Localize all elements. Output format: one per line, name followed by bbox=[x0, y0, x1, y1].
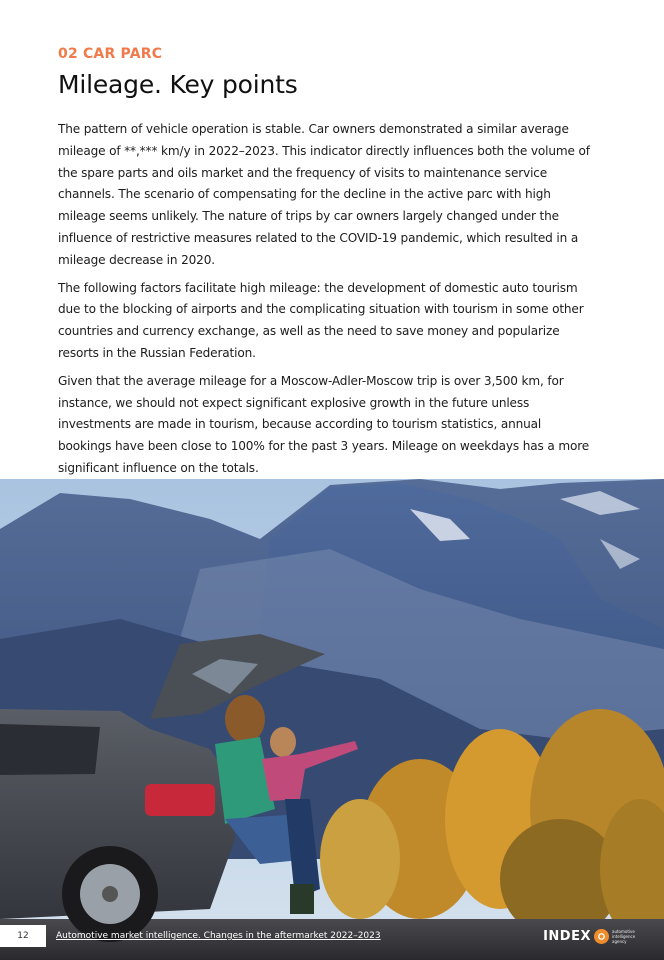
section-label: 02 CAR PARC bbox=[58, 46, 163, 62]
paragraph-3: Given that the average mileage for a Moscow-Adler-Moscow trip is over 3,500 km, for instance, we should not expect significant explosive growth in the future unless investments are made in tourism, because according to tourism statistics, annual bookings have been close to 100% for the past 3 years. Mileage on weekdays has a more significant influence on the totals. bbox=[58, 373, 590, 475]
logo-subtext: automotive intelligence agency bbox=[612, 928, 636, 944]
logo-mark-icon bbox=[594, 929, 609, 944]
text-block bbox=[58, 46, 598, 486]
footer bbox=[0, 925, 664, 947]
car-trip-mountains-photo bbox=[0, 479, 664, 960]
paragraph-2: The following factors facilitate high mileage: the development of domestic auto tourism due to the blocking of airports and the complicating situation with tourism in some other countries and currency exchange, as well as the need to save money and popularize resorts in the Russian Federation. bbox=[58, 280, 584, 360]
logo-text: INDEX bbox=[543, 928, 591, 944]
footer-title-link[interactable]: Automotive market intelligence. Changes in the aftermarket 2022–2023 bbox=[56, 931, 381, 941]
index-logo bbox=[543, 927, 642, 945]
paragraph-1: The pattern of vehicle operation is stable. Car owners demonstrated a similar average mileage of **,*** km/y in 2022–2023. This indicator directly influences both the volume of the spare parts and oils market and the frequency of visits to maintenance service channels. The scenario of compensating for the decline in the active parc with high mileage seems unlikely. The nature of trips by car owners largely changed under the influence of restrictive measures related to the COVID-19 pandemic, which resulted in a mileage decrease in 2020. bbox=[58, 122, 590, 267]
page-number: 12 bbox=[0, 925, 46, 947]
page-title: Mileage. Key points bbox=[58, 70, 298, 99]
